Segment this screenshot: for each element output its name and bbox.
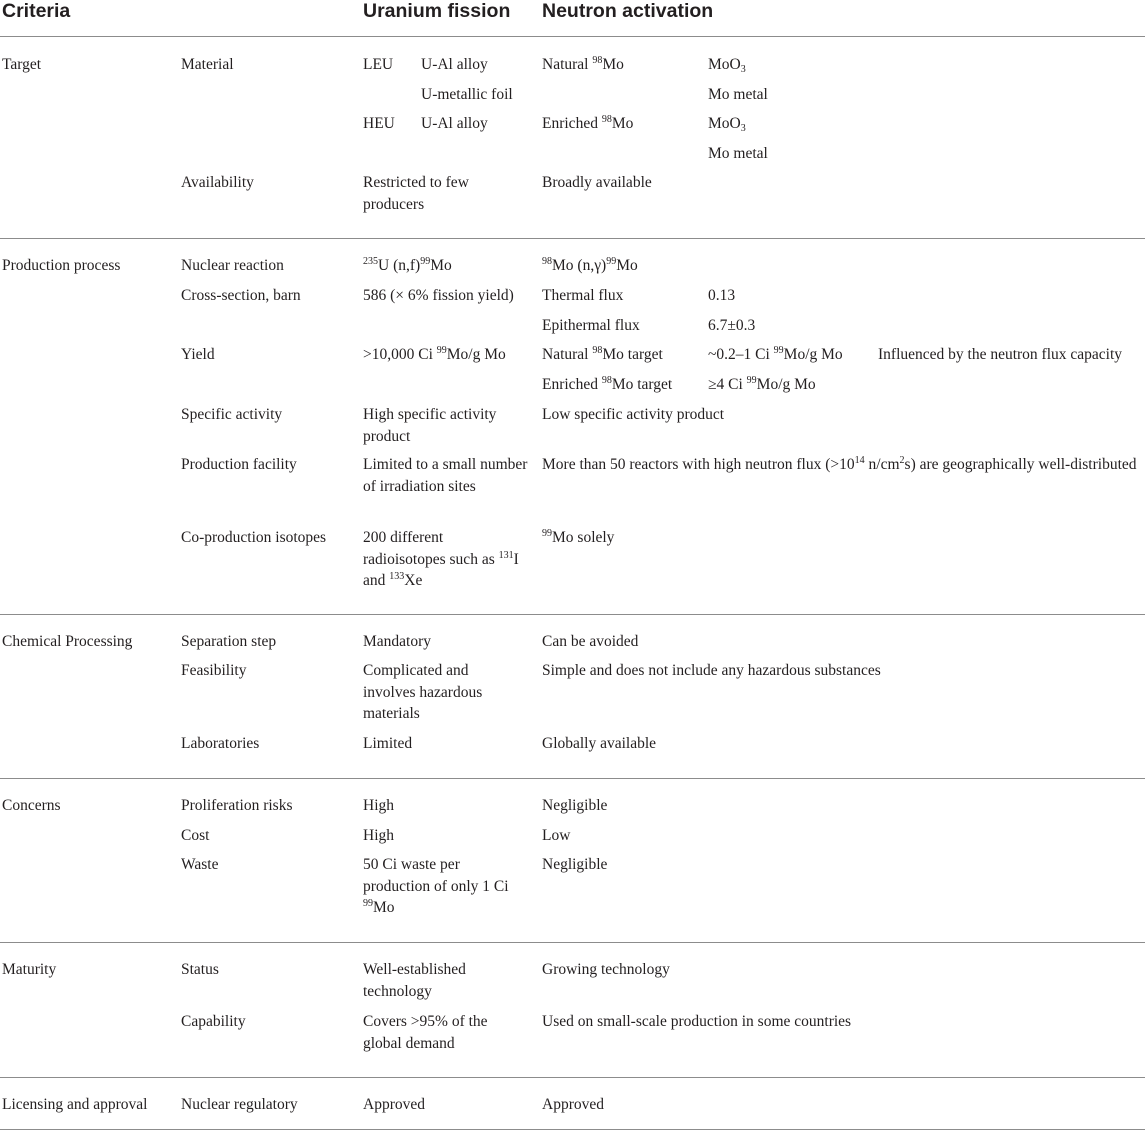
proliferation-activation: Negligible [542,797,608,814]
header-rule [0,36,1145,37]
specific-activity-label: Specific activity [181,406,283,423]
feasibility-label: Feasibility [181,662,247,679]
specific-activity-activation: Low specific activity product [542,406,725,423]
feasibility-activation: Simple and does not include any hazardous substances [542,662,881,679]
availability-label: Availability [181,174,254,191]
heu-label: HEU [363,115,395,132]
epithermal-flux-value: 6.7±0.3 [708,317,756,334]
status-label: Status [181,961,219,978]
rule-concerns [0,942,1145,943]
production-facility-fission: Limited to a small number of irradiation sites [363,456,528,495]
status-activation: Growing technology [542,961,670,978]
specific-activity-fission: High specific activity product [363,406,497,445]
leu-foil: U-metallic foil [421,86,513,103]
cost-label: Cost [181,827,210,844]
production-facility-label: Production facility [181,456,297,473]
separation-activation: Can be avoided [542,633,639,650]
material-label: Material [181,56,234,73]
cross-section-fission: 586 (× 6% fission yield) [363,287,514,304]
natural-mo98: Natural $^{98}$Mo [542,55,624,73]
status-fission: Well-established technology [363,961,466,1000]
reaction-label: Nuclear reaction [181,257,284,274]
header-uranium-fission: Uranium fission [363,0,511,22]
coproduction-label: Co-production isotopes [181,529,327,546]
section-maturity: Maturity [2,961,57,978]
enriched-target-label: Enriched $^{98}$Mo target [542,375,673,393]
leu-alloy: U-Al alloy [421,56,488,73]
section-concerns: Concerns [2,797,61,814]
reaction-activation: $^{98}$Mo $(n,\gamma)^{99}Mo$ [542,256,638,274]
rule-bottom [0,1129,1145,1130]
regulatory-activation: Approved [542,1096,604,1113]
separation-fission: Mandatory [363,633,432,650]
yield-fission: >10,000 Ci $^{99}$Mo/g Mo [363,345,506,363]
enriched-mo98: Enriched $^{98}$Mo [542,114,634,132]
regulatory-label: Nuclear regulatory [181,1096,298,1113]
header-neutron-activation: Neutron activation [542,0,714,22]
cost-activation: Low [542,827,571,844]
regulatory-fission: Approved [363,1096,425,1113]
laboratories-fission: Limited [363,735,413,752]
capability-activation: Used on small-scale production in some countries [542,1013,852,1030]
waste-fission: 50 Ci waste per production of only 1 Ci $^{99}$Mo [363,856,509,916]
proliferation-label: Proliferation risks [181,797,293,814]
section-chemical: Chemical Processing [2,633,133,650]
availability-activation: Broadly available [542,174,652,191]
epithermal-flux-label: Epithermal flux [542,317,640,334]
mo-metal-natural: Mo metal [708,86,768,103]
availability-fission: Restricted to few producers [363,174,469,213]
section-licensing: Licensing and approval [2,1096,148,1113]
laboratories-activation: Globally available [542,735,657,752]
mo-metal-enriched: Mo metal [708,145,768,162]
reaction-fission: $^{235}$U $(n,f)^{99}Mo$ [363,256,452,274]
coproduction-activation: $^{99}$Mo solely [542,528,615,546]
moo3-enriched: MoO$_3$ [708,115,746,134]
rule-production [0,614,1145,615]
section-target: Target [2,56,42,73]
natural-target-label: Natural $^{98}$Mo target [542,345,663,363]
yield-natural: ~0.2–1 Ci $^{99}$Mo/g Mo [708,345,843,363]
thermal-flux-value: 0.13 [708,287,736,304]
feasibility-fission: Complicated and involves hazardous materials [363,662,483,722]
rule-maturity [0,1077,1145,1078]
waste-activation: Negligible [542,856,608,873]
heu-alloy: U-Al alloy [421,115,488,132]
separation-label: Separation step [181,633,277,650]
yield-note: Influenced by the neutron flux capacity [878,346,1123,363]
leu-label: LEU [363,56,394,73]
capability-fission: Covers >95% of the global demand [363,1013,488,1052]
thermal-flux-label: Thermal flux [542,287,624,304]
laboratories-label: Laboratories [181,735,260,752]
header-criteria: Criteria [2,0,71,22]
capability-label: Capability [181,1013,246,1030]
cost-fission: High [363,827,394,844]
rule-target [0,238,1145,239]
coproduction-fission: 200 different radioisotopes such as $^{131}$I and $^{133}$Xe [363,529,519,589]
waste-label: Waste [181,856,219,873]
yield-enriched: ≥4 Ci $^{99}$Mo/g Mo [708,375,816,393]
yield-label: Yield [181,346,215,363]
moo3-natural: MoO$_3$ [708,56,746,75]
rule-chemical [0,778,1145,779]
proliferation-fission: High [363,797,394,814]
production-facility-activation: More than 50 reactors with high neutron flux ($>10^{14}$ $n/cm^2s$) are geographically well-distributed [542,455,1137,473]
cross-section-label: Cross-section, barn [181,287,301,304]
section-production: Production process [2,257,121,274]
